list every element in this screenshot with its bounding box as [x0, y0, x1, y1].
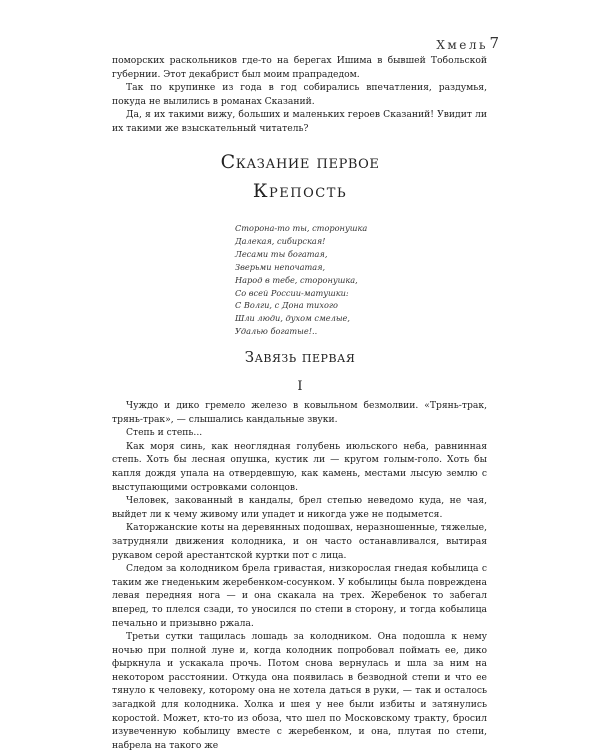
paragraph: Да, я их такими вижу, больших и маленьких героев Сказаний! Увидит ли их такими же взыскательный читатель?	[112, 109, 487, 134]
paragraph: поморских раскольников где-то на берегах Ишима в бывшей Тобольской губернии. Этот декабрист был моим прапрадедом.	[112, 55, 487, 80]
page-number: 7	[489, 34, 499, 52]
paragraph: Так по крупинке из года в год собирались впечатления, раздумья, покуда не вылились в романах Сказаний.	[112, 82, 487, 107]
epigraph-line: Сторона-то ты, сторонушка	[235, 223, 368, 233]
paragraph: Третьи сутки тащилась лошадь за колодником. Она подошла к нему ночью при полной луне и, когда колодник попробовал поймать ее, дико фыркнула и ускакала прочь. Потом снова вернулась и шла за ним на некотором расстоянии. Откуда она появилась в безводной степи и что ее тянуло к человеку, которому она не хотела даться в руки, — так и осталось загадкой для колодника. Холка и шея у нее были избиты и затянулись коростой. Может, кто-то из обоза, что шел по Московскому тракту, бросил изувеченную кобылицу вместе с жеребенком, и она, плутая по степи, набрела на такого же	[112, 631, 487, 751]
paragraph: Каторжанские коты на деревянных подошвах, неразношенные, тяжелые, затрудняли движения колодника, и он часто останавливался, вытирая рукавом серой арестантской куртки пот с лица.	[112, 522, 487, 561]
running-title: Хмель	[436, 38, 488, 52]
paragraph: Следом за колодником брела гривастая, низкорослая гнедая кобылица с таким же гнеденьким жеребенком-сосунком. У кобылицы была повреждена левая передняя нога — и она скакала на трех. Жеребенок то забегал вперед, то плелся сзади, то уносился по степи в сторону, и тогда кобылица печально и призывно ржала.	[112, 563, 487, 629]
body-text	[112, 399, 487, 752]
chapter-title: Завязь первая	[244, 348, 356, 366]
epigraph-line: Далекая, сибирская!	[235, 235, 326, 246]
epigraph-line: С Волги, с Дона тихого	[235, 300, 338, 311]
paragraph: Степь и степь...	[126, 427, 203, 439]
epigraph-line: Народ в тебе, сторонушка,	[235, 274, 358, 285]
paragraph: Как моря синь, как неоглядная голубень июльского неба, равнинная степь. Хоть бы лесная опушка, кустик ли — кругом голым-голо. Хоть бы капля дождя упала на отвердевшую, как камень, местами лысую землю с выступающими островками солонцов.	[112, 440, 487, 493]
epigraph-line: Зверьми непочатая,	[235, 261, 326, 272]
part-subtitle: Крепость	[252, 180, 348, 202]
epigraph-line: Шли люди, духом смелые,	[235, 313, 350, 324]
intro-text	[112, 54, 487, 136]
epigraph-line: Удалью богатые!..	[235, 326, 318, 337]
epigraph-line: Лесами ты богатая,	[235, 248, 328, 259]
paragraph: Человек, закованный в кандалы, брел степью неведомо куда, не чая, выйдет ли к чему живому или упадет и никогда уже не подымется.	[112, 495, 487, 520]
paragraph: Чуждо и дико гремело железо в ковыльном безмолвии. «Трянь-трак, трянь-трак», — слышались кандальные звуки.	[112, 400, 487, 425]
epigraph-line: Со всей России-матушки:	[235, 287, 349, 298]
part-title: Сказание первое	[220, 151, 380, 173]
epigraph	[235, 222, 367, 338]
section-number: I	[297, 379, 303, 394]
